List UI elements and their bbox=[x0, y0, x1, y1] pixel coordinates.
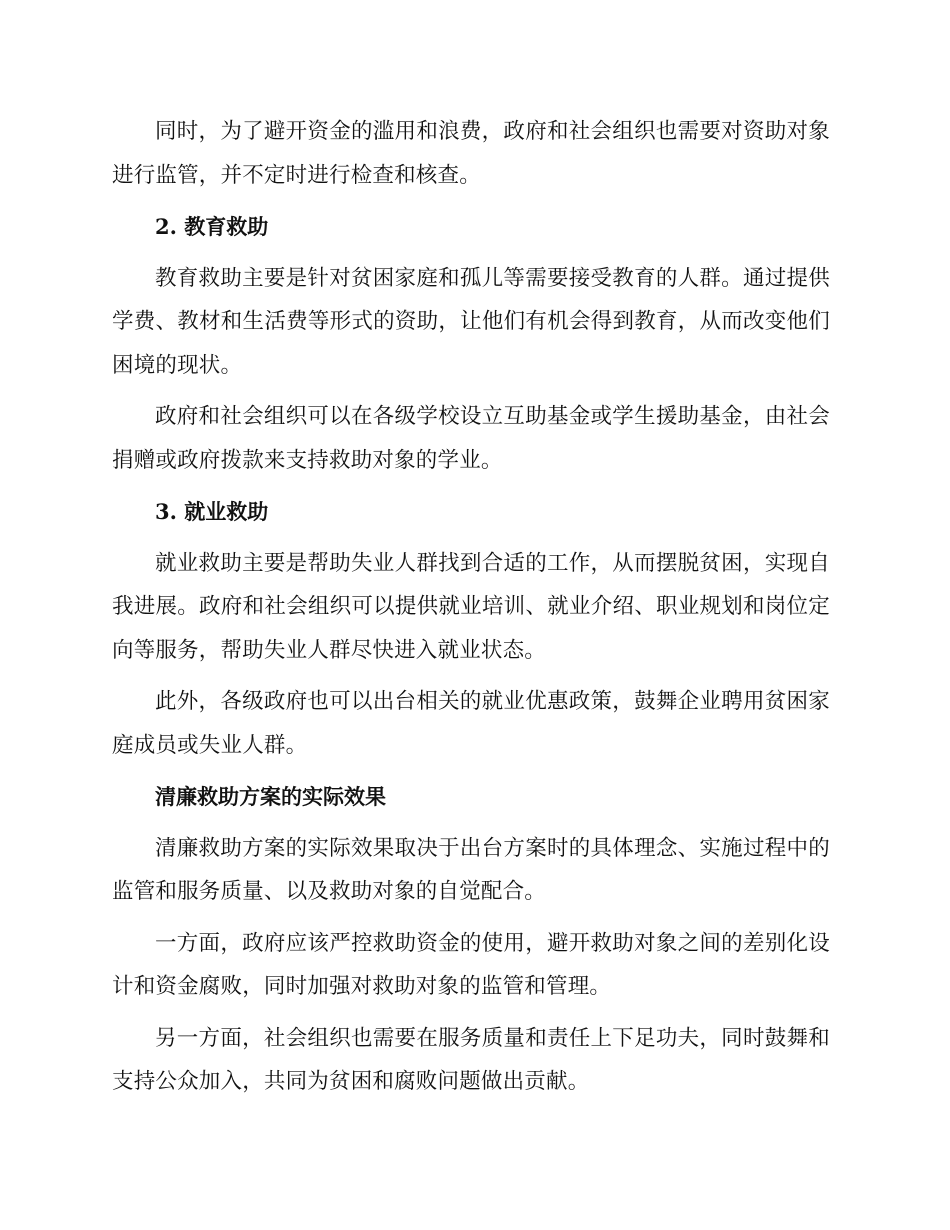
heading-education-aid: 2. 教育救助 bbox=[155, 214, 269, 239]
paragraph-government-role: 一方面，政府应该严控救助资金的使用，避开救助对象之间的差别化设计和资金腐败，同时加强对救助对象的监管和管理。 bbox=[112, 930, 830, 999]
paragraph-supervision: 同时，为了避开资金的滥用和浪费，政府和社会组织也需要对资助对象进行监管，并不定时进行检查和核查。 bbox=[112, 119, 830, 188]
paragraph-social-org-role: 另一方面，社会组织也需要在服务质量和责任上下足功夫，同时鼓舞和支持公众加入，共同为贫困和腐败问题做出贡献。 bbox=[112, 1025, 830, 1094]
paragraph-employment-intro: 就业救助主要是帮助失业人群找到合适的工作，从而摆脱贫困，实现自我进展。政府和社会组织可以提供就业培训、就业介绍、职业规划和岗位定向等服务，帮助失业人群尽快进入就业状态。 bbox=[112, 550, 830, 663]
paragraph-education-fund: 政府和社会组织可以在各级学校设立互助基金或学生援助基金，由社会捐赠或政府拨款来支持救助对象的学业。 bbox=[112, 404, 830, 473]
document-page bbox=[112, 110, 830, 1104]
paragraph-education-intro: 教育救助主要是针对贫困家庭和孤儿等需要接受教育的人群。通过提供学费、教材和生活费等形式的资助，让他们有机会得到教育，从而改变他们困境的现状。 bbox=[112, 265, 830, 378]
paragraph-employment-policy: 此外，各级政府也可以出台相关的就业优惠政策，鼓舞企业聘用贫困家庭成员或失业人群。 bbox=[112, 689, 830, 758]
paragraph-effect-intro: 清廉救助方案的实际效果取决于出台方案时的具体理念、实施过程中的监管和服务质量、以及救助对象的自觉配合。 bbox=[112, 835, 830, 904]
heading-employment-aid: 3. 就业救助 bbox=[155, 499, 269, 524]
heading-actual-effect: 清廉救助方案的实际效果 bbox=[155, 784, 386, 809]
